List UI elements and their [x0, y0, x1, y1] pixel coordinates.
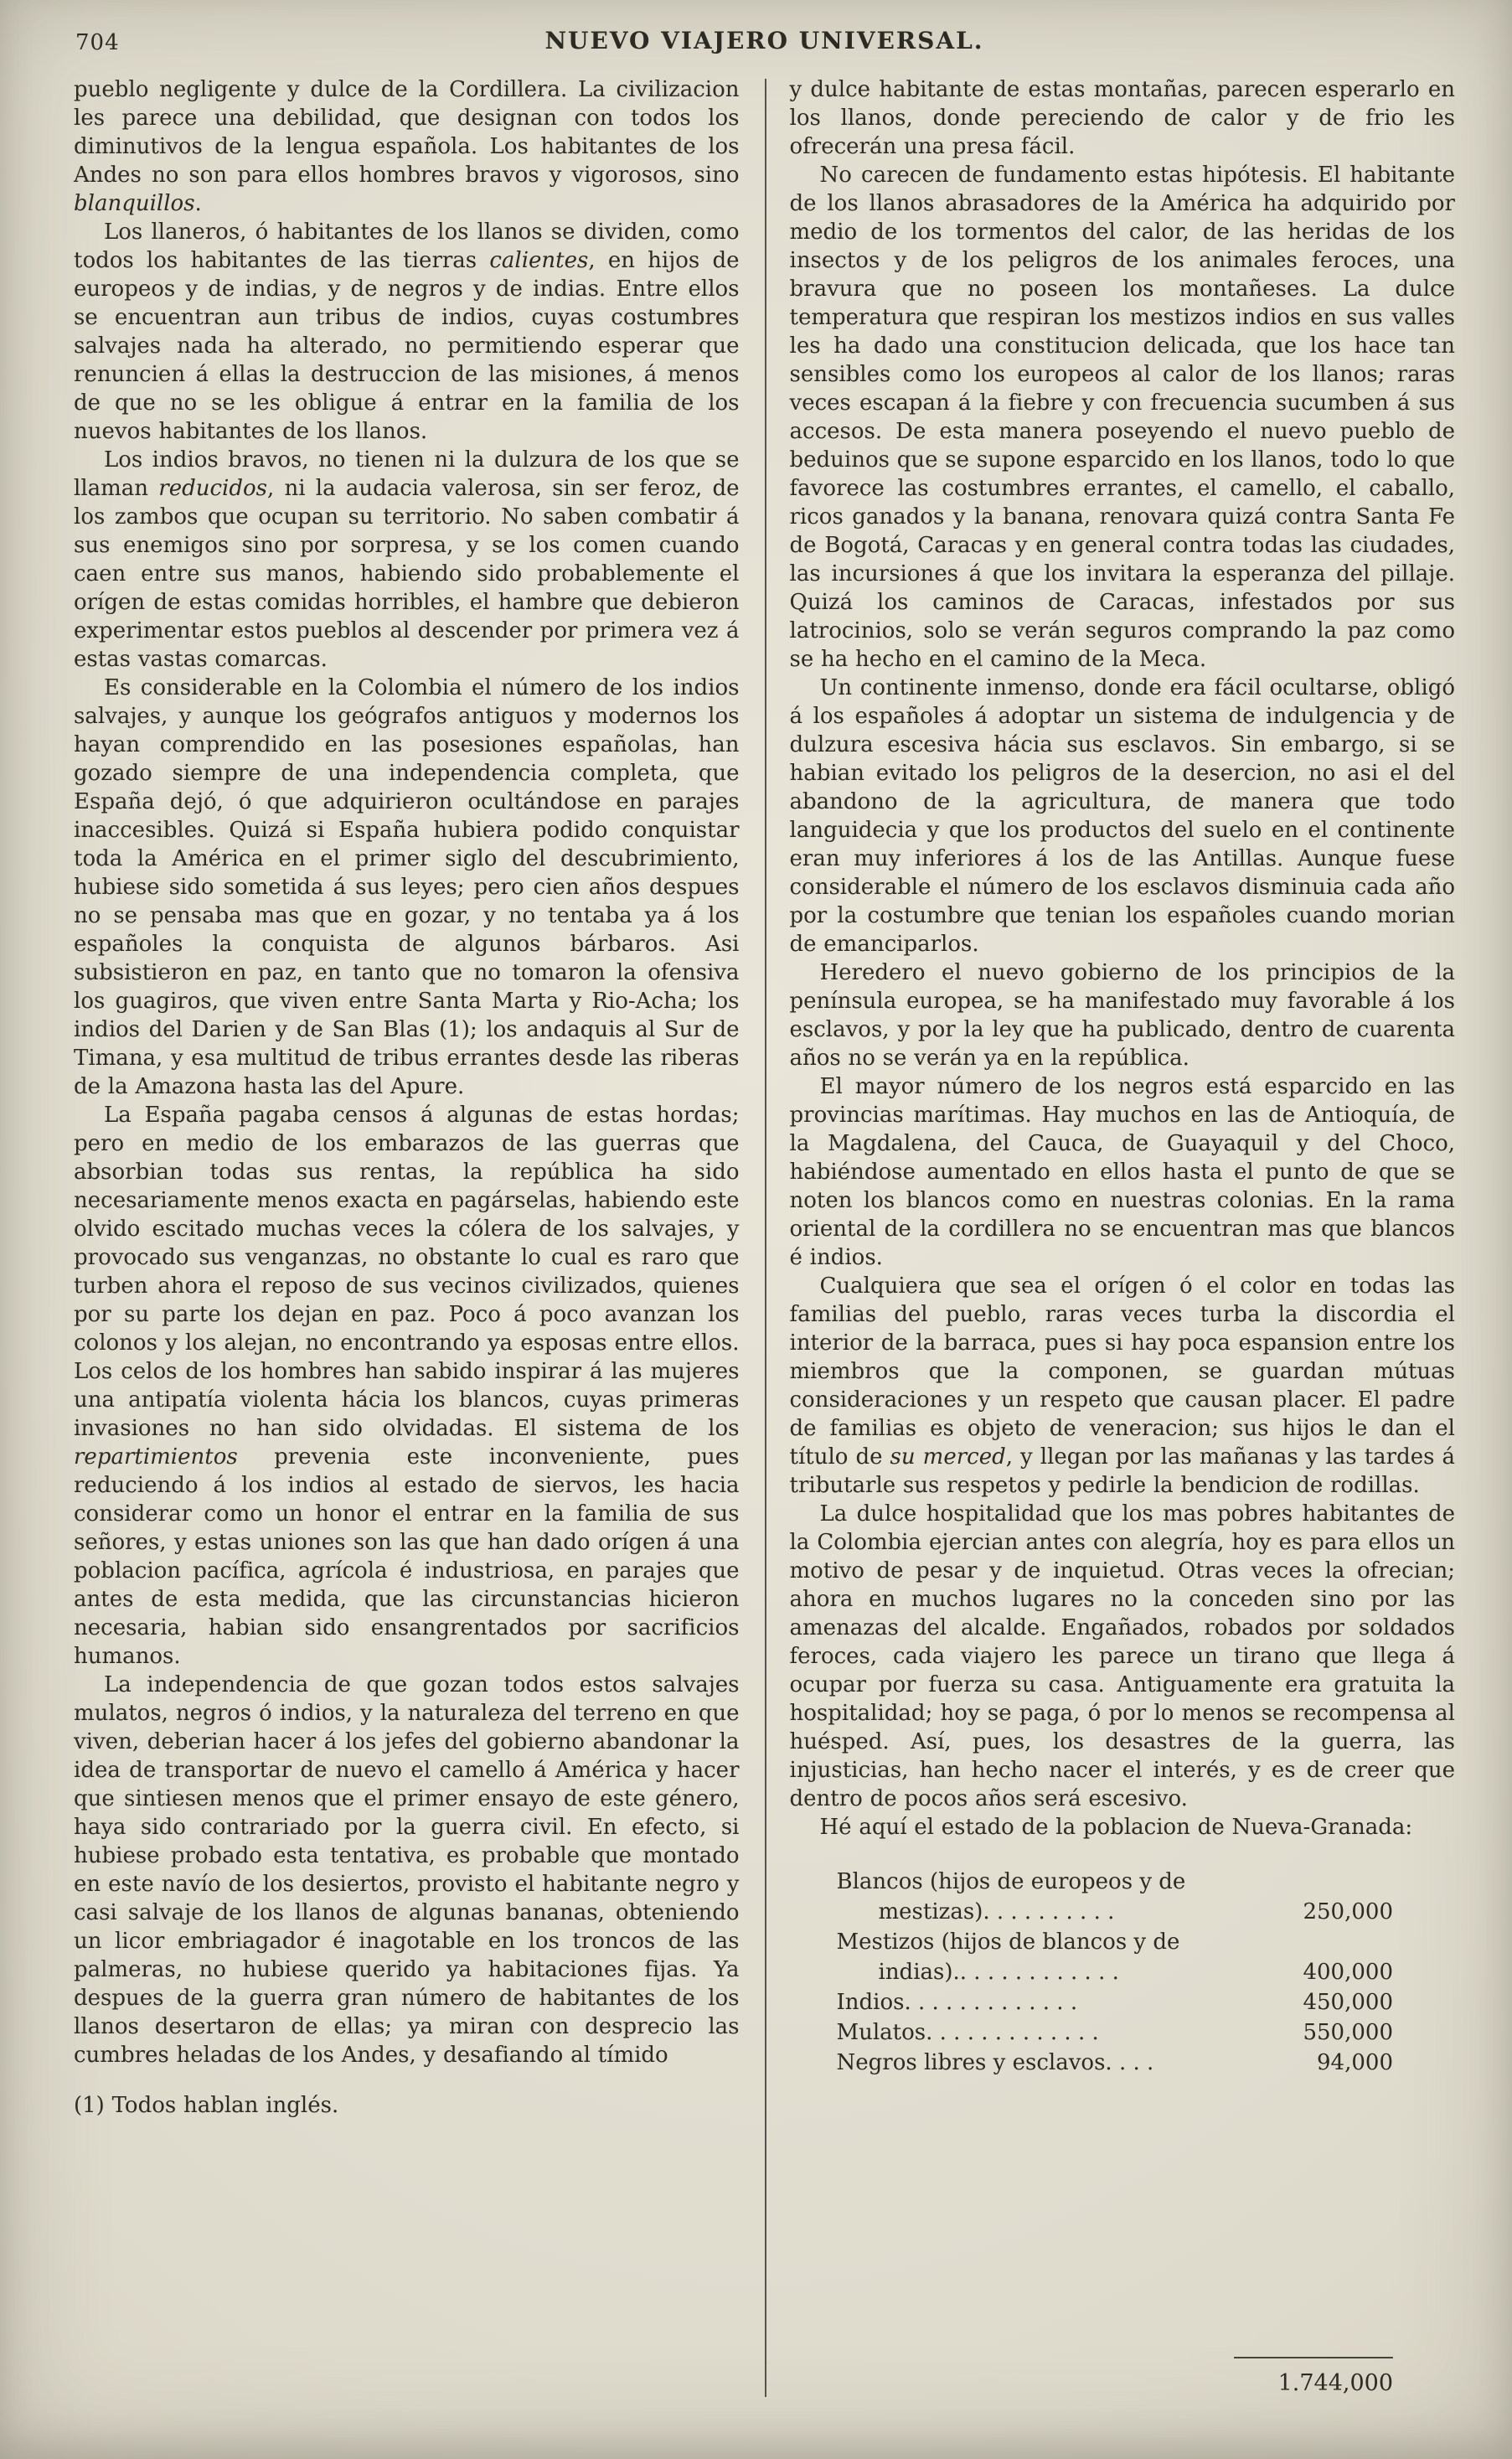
right-paragraphs [790, 75, 1456, 1842]
population-label: Mestizos (hijos de blancos y de [836, 1929, 1180, 1955]
paragraph: Heredero el nuevo gobierno de los principios de la península europea, se ha manifestado muy favorable á los esclavos, y por la ley que ha publicado, dentro de cuarenta años no se verán ya en la república. [789, 960, 1455, 1071]
paragraph: Un continente inmenso, donde era fácil ocultarse, obligó á los españoles á adoptar un sistema de indulgencia y de dulzura escesiva hácia sus esclavos. Sin embargo, si se habian evitado los peligros de la desercion, no asi el del abandono de la agricultura, de manera que todo languidecia y que los productos del suelo en el continente eran muy inferiores á los de las Antillas. Aunque fuese considerable el número de los esclavos disminuia cada año por la costumbre que tenian los españoles cuando morian de emanciparlos. [789, 675, 1455, 957]
population-label: Indios. . . . . . . . . . . . . [836, 1990, 1078, 2015]
population-label: indias).. . . . . . . . . . . . [878, 1960, 1119, 1985]
population-value: 550,000 [1303, 2020, 1393, 2045]
population-label: mestizas). . . . . . . . . . [878, 1899, 1115, 1924]
paragraph: Es considerable en la Colombia el número de los indios salvajes, y aunque los geógrafos antiguos y modernos los hayan comprendido en las posesiones españolas, han gozado siempre de una independencia completa, que España dejó, ó que adquirieron ocultándose en parajes inaccesibles. Quizá si España hubiera podido conquistar toda la América en el primer siglo del descubrimiento, hubiese sido sometida á sus leyes; pero cien años despues no se pensaba mas que en gozar, y no tentaba ya á los españoles la conquista de algunos bárbaros. Asi subsistieron en paz, en tanto que no tomaron la ofensiva los guagiros, que viven entre Santa Marta y Rio-Acha; los indios del Darien y de San Blas (1); los andaquis al Sur de Timana, y esa multitud de tribus errantes desde las riberas de la Amazona hasta las del Apure. [74, 675, 740, 1099]
text-columns [74, 75, 1455, 2402]
paragraph: La dulce hospitalidad que los mas pobres habitantes de la Colombia ejercian antes con alegría, hoy es para ellos un motivo de pesar y de inquietud. Otras veces la ofrecian; ahora en muchos lugares no la conceden sino por las amenazas del alcalde. Engañados, robados por soldados feroces, cada viajero les parece un tirano que llega á ocupar por fuerza su casa. Antiguamente era gratuita la hospitalidad; hoy se paga, ó por lo menos se recompensa al huésped. Así, pues, los desastres de la guerra, las injusticias, han hecho nacer el interés, y es de creer que dentro de pocos años será escesivo. [789, 1501, 1455, 1811]
population-label: Mulatos. . . . . . . . . . . . . [836, 2020, 1099, 2045]
population-value: 400,000 [1303, 1960, 1393, 1985]
paragraph: Los indios bravos, no tienen ni la dulzura de los que se llaman reducidos, ni la audacia valerosa, sin ser feroz, de los zambos que ocupan su territorio. No saben combatir á sus enemigos sino por sorpresa, y se los comen cuando caen entre sus manos, habiendo sido probablemente el orígen de estas comidas horribles, el hambre que debieron experimentar estos pueblos al descender por primera vez á estas vastas comarcas. [74, 447, 740, 672]
population-label: Blancos (hijos de europeos y de [836, 1869, 1186, 1894]
paragraph: pueblo negligente y dulce de la Cordillera. La civilizacion les parece una debilidad, que designan con todos los diminutivos de la lengua española. Los habitantes de los Andes no son para ellos hombres bravos y vigorosos, sino blanquillos. [74, 77, 740, 216]
page-number: 704 [75, 30, 120, 55]
population-row [837, 1867, 1394, 1927]
right-column [790, 75, 1456, 2402]
population-row-line [837, 2048, 1394, 2078]
population-value: 450,000 [1303, 1990, 1393, 2015]
population-row [837, 2048, 1394, 2078]
population-row-line [837, 1897, 1394, 1927]
population-row-line [837, 1867, 1394, 1897]
paragraph: La independencia de que gozan todos estos salvajes mulatos, negros ó indios, y la naturaleza del terreno en que viven, deberian hacer á los jefes del gobierno abandonar la idea de transportar de nuevo el camello á América y hacer que sintiesen menos que el primer ensayo de este género, haya sido contrariado por la guerra civil. En efecto, si hubiese probado esta tentativa, es probable que montado en este navío de los desiertos, provisto el habitante negro y casi salvaje de los llanos de algunas bananas, obteniendo un licor embriagador é inagotable en los troncos de las palmeras, no hubiese querido ya habitaciones fijas. Ya despues de la guerra gran número de habitantes de los llanos desertaron de ellas; ya miran con desprecio las cumbres heladas de los Andes, y desafiando al tímido [74, 1672, 740, 2068]
population-value: 250,000 [1303, 1899, 1393, 1924]
population-table [790, 1867, 1456, 2078]
population-total-block [790, 2357, 1456, 2402]
population-row-line [837, 1957, 1394, 1987]
paragraph: y dulce habitante de estas montañas, parecen esperarlo en los llanos, donde pereciendo de calor y de frio les ofrecerán una presa fácil. [789, 77, 1455, 159]
population-row [837, 1987, 1394, 2017]
paragraph: Cualquiera que sea el orígen ó el color en todas las familias del pueblo, raras veces turba la discordia el interior de la barraca, pues si hay poca espansion entre los miembros que la componen, se guardan mútuas consideraciones y un respeto que causan placer. El padre de familias es objeto de veneracion; sus hijos le dan el título de su merced, y llegan por las mañanas y las tardes á tributarle sus respetos y pedirle la bendicion de rodillas. [789, 1273, 1455, 1498]
population-total: 1.744,000 [1277, 2370, 1393, 2396]
paragraph: La España pagaba censos á algunas de estas hordas; pero en medio de los embarazos de las guerras que absorbian todas sus rentas, la república ha sido necesariamente menos exacta en pagárselas, habiendo este olvido escitado muchas veces la cólera de los salvajes, y provocado sus venganzas, no obstante lo cual es raro que turben ahora el reposo de sus vecinos civilizados, quienes por su parte los dejan en paz. Poco á poco avanzan los colonos y los alejan, no encontrando ya esposas entre ellos. Los celos de los hombres han sabido inspirar á las mujeres una antipatía violenta hácia los blancos, cuyas primeras invasiones no han sido olvidadas. El sistema de los repartimientos prevenia este inconveniente, pues reduciendo á los indios al estado de siervos, les hacia considerar como un honor el entrar en la familia de sus señores, y estas uniones son las que han dado orígen á una poblacion pacífica, agrícola é industriosa, en parajes que antes de esta medida, que las circunstancias hicieron necesaria, habian sido ensangrentados por sacrificios humanos. [74, 1103, 740, 1669]
population-value: 94,000 [1317, 2050, 1393, 2075]
population-row-line [837, 1987, 1394, 2017]
column-divider [765, 79, 766, 2397]
paragraph: Hé aquí el estado de la poblacion de Nueva-Granada: [819, 1815, 1413, 1840]
population-row-line [837, 1927, 1394, 1957]
paragraph: El mayor número de los negros está esparcido en las provincias marítimas. Hay muchos en las de Antioquía, de la Magdalena, del Cauca, de Guayaquil y del Choco, habiéndose aumentado en ellos hasta el punto de que se noten los blancos como en nuestras colonias. En la rama oriental de la cordillera no se encuentran mas que blancos é indios. [789, 1074, 1455, 1270]
paragraph: No carecen de fundamento estas hipótesis. El habitante de los llanos abrasadores de la América ha adquirido por medio de los tormentos del calor, de las heridas de los insectos y de los peligros de los animales feroces, una bravura que no poseen los montañeses. La dulce temperatura que respiran los mestizos indios en sus valles les ha dado una constitucion delicada, que los hace tan sensibles como los europeos al calor de los llanos; raras veces escapan á la fiebre y con frecuencia sucumben á sus accesos. De esta manera poseyendo el nuevo pueblo de beduinos que se supone esparcido en los llanos, todo lo que favorece las costumbres errantes, el camello, el caballo, ricos ganados y la banana, renovara quizá contra Santa Fe de Bogotá, Caracas y en general contra todas las ciudades, las incursiones á que los invitara la esperanza del pillaje. Quizá los caminos de Caracas, infestados por sus latrocinios, solo se verán seguros comprando la paz como se ha hecho en el camino de la Meca. [789, 163, 1455, 672]
footnote: (1) Todos hablan inglés. [74, 2093, 339, 2118]
population-row [837, 2017, 1394, 2048]
population-row-line [837, 2017, 1394, 2048]
running-title: NUEVO VIAJERO UNIVERSAL. [544, 27, 984, 54]
sum-rule [1234, 2357, 1393, 2358]
population-row [837, 1927, 1394, 1987]
left-column [74, 75, 740, 2402]
paragraph: Los llaneros, ó habitantes de los llanos se dividen, como todos los habitantes de las tierras calientes, en hijos de europeos y de indias, y de negros y de indias. Entre ellos se encuentran aun tribus de indios, cuyas costumbres salvajes nada ha alterado, no permitiendo esperar que renuncien á ellas la destruccion de las misiones, á menos de que no se les obligue á entrar en la familia de los nuevos habitantes de los llanos. [74, 220, 740, 444]
population-label: Negros libres y esclavos. . . . [836, 2050, 1154, 2075]
page-header [74, 25, 1455, 62]
